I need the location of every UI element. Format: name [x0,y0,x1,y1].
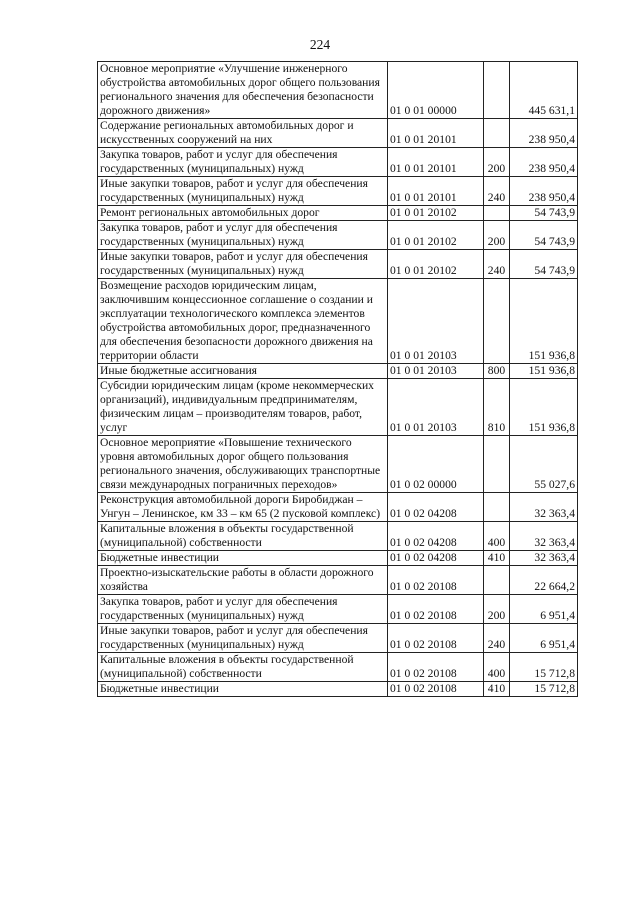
row-amount: 15 712,8 [510,682,578,697]
row-vr: 240 [484,250,510,279]
row-name: Возмещение расходов юридическим лицам, заключившим концессионное соглашение о создании и эксплуатации технологического комплекса элементов обустройства автомобильных дорог, предназначенного для обеспечения безопасности дорожного движения на территории области [98,279,388,364]
row-code: 01 0 02 20108 [388,566,484,595]
row-name: Закупка товаров, работ и услуг для обеспечения государственных (муниципальных) нужд [98,148,388,177]
row-amount: 54 743,9 [510,206,578,221]
row-code: 01 0 01 20102 [388,221,484,250]
row-vr: 810 [484,379,510,436]
row-vr: 410 [484,551,510,566]
table-row [98,148,578,177]
row-code: 01 0 01 20102 [388,250,484,279]
budget-table [97,61,578,697]
row-amount: 238 950,4 [510,119,578,148]
table-row [98,221,578,250]
row-amount: 54 743,9 [510,221,578,250]
row-amount: 32 363,4 [510,551,578,566]
table-row [98,493,578,522]
row-name: Проектно-изыскательские работы в области дорожного хозяйства [98,566,388,595]
row-amount: 32 363,4 [510,493,578,522]
row-vr: 200 [484,148,510,177]
table-row [98,206,578,221]
row-vr: 400 [484,653,510,682]
row-name: Реконструкция автомобильной дороги Биробиджан – Унгун – Ленинское, км 33 – км 65 (2 пусковой комплекс) [98,493,388,522]
row-vr [484,566,510,595]
row-code: 01 0 01 20101 [388,119,484,148]
table-row [98,279,578,364]
table-row [98,682,578,697]
row-code: 01 0 01 20101 [388,177,484,206]
row-code: 01 0 02 04208 [388,551,484,566]
row-vr: 410 [484,682,510,697]
row-code: 01 0 01 20101 [388,148,484,177]
row-amount: 445 631,1 [510,62,578,119]
row-vr: 200 [484,221,510,250]
row-amount: 55 027,6 [510,436,578,493]
row-code: 01 0 02 04208 [388,493,484,522]
row-amount: 15 712,8 [510,653,578,682]
row-name: Капитальные вложения в объекты государственной (муниципальной) собственности [98,522,388,551]
row-code: 01 0 01 20103 [388,379,484,436]
row-name: Капитальные вложения в объекты государственной (муниципальной) собственности [98,653,388,682]
row-name: Закупка товаров, работ и услуг для обеспечения государственных (муниципальных) нужд [98,221,388,250]
row-name: Бюджетные инвестиции [98,551,388,566]
row-name: Основное мероприятие «Улучшение инженерного обустройства автомобильных дорог общего пользования регионального значения для обеспечения безопасности дорожного движения» [98,62,388,119]
row-amount: 32 363,4 [510,522,578,551]
row-code: 01 0 01 20103 [388,279,484,364]
table-row [98,566,578,595]
row-vr [484,206,510,221]
table-row [98,595,578,624]
row-name: Иные закупки товаров, работ и услуг для обеспечения государственных (муниципальных) нужд [98,624,388,653]
row-vr: 200 [484,595,510,624]
row-amount: 238 950,4 [510,177,578,206]
row-name: Содержание региональных автомобильных дорог и искусственных сооружений на них [98,119,388,148]
row-name: Иные закупки товаров, работ и услуг для обеспечения государственных (муниципальных) нужд [98,177,388,206]
row-vr [484,436,510,493]
table-row [98,250,578,279]
row-code: 01 0 01 20103 [388,364,484,379]
row-name: Субсидии юридическим лицам (кроме некоммерческих организаций), индивидуальным предпринимателям, физическим лицам – производителям товаров, работ, услуг [98,379,388,436]
table-row [98,522,578,551]
row-amount: 22 664,2 [510,566,578,595]
table-row [98,436,578,493]
row-code: 01 0 02 04208 [388,522,484,551]
row-vr [484,119,510,148]
row-name: Ремонт региональных автомобильных дорог [98,206,388,221]
row-name: Иные закупки товаров, работ и услуг для обеспечения государственных (муниципальных) нужд [98,250,388,279]
row-code: 01 0 01 20102 [388,206,484,221]
table-row [98,177,578,206]
row-vr [484,279,510,364]
table-row [98,364,578,379]
row-name: Иные бюджетные ассигнования [98,364,388,379]
row-code: 01 0 02 20108 [388,624,484,653]
row-amount: 151 936,8 [510,379,578,436]
row-name: Закупка товаров, работ и услуг для обеспечения государственных (муниципальных) нужд [98,595,388,624]
row-code: 01 0 01 00000 [388,62,484,119]
row-amount: 151 936,8 [510,364,578,379]
row-vr: 800 [484,364,510,379]
page-number: 224 [309,37,331,52]
row-code: 01 0 02 20108 [388,595,484,624]
row-vr [484,62,510,119]
table-row [98,119,578,148]
row-amount: 151 936,8 [510,279,578,364]
row-amount: 54 743,9 [510,250,578,279]
row-amount: 238 950,4 [510,148,578,177]
row-code: 01 0 02 00000 [388,436,484,493]
table-row [98,62,578,119]
row-vr: 240 [484,624,510,653]
row-name: Основное мероприятие «Повышение технического уровня автомобильных дорог общего пользования регионального значения, обслуживающих транспортные связи международных пограничных переходов» [98,436,388,493]
row-name: Бюджетные инвестиции [98,682,388,697]
row-code: 01 0 02 20108 [388,682,484,697]
row-vr: 400 [484,522,510,551]
row-amount: 6 951,4 [510,624,578,653]
table-row [98,624,578,653]
row-amount: 6 951,4 [510,595,578,624]
row-vr [484,493,510,522]
table-row [98,653,578,682]
row-vr: 240 [484,177,510,206]
table-row [98,551,578,566]
row-code: 01 0 02 20108 [388,653,484,682]
table-row [98,379,578,436]
